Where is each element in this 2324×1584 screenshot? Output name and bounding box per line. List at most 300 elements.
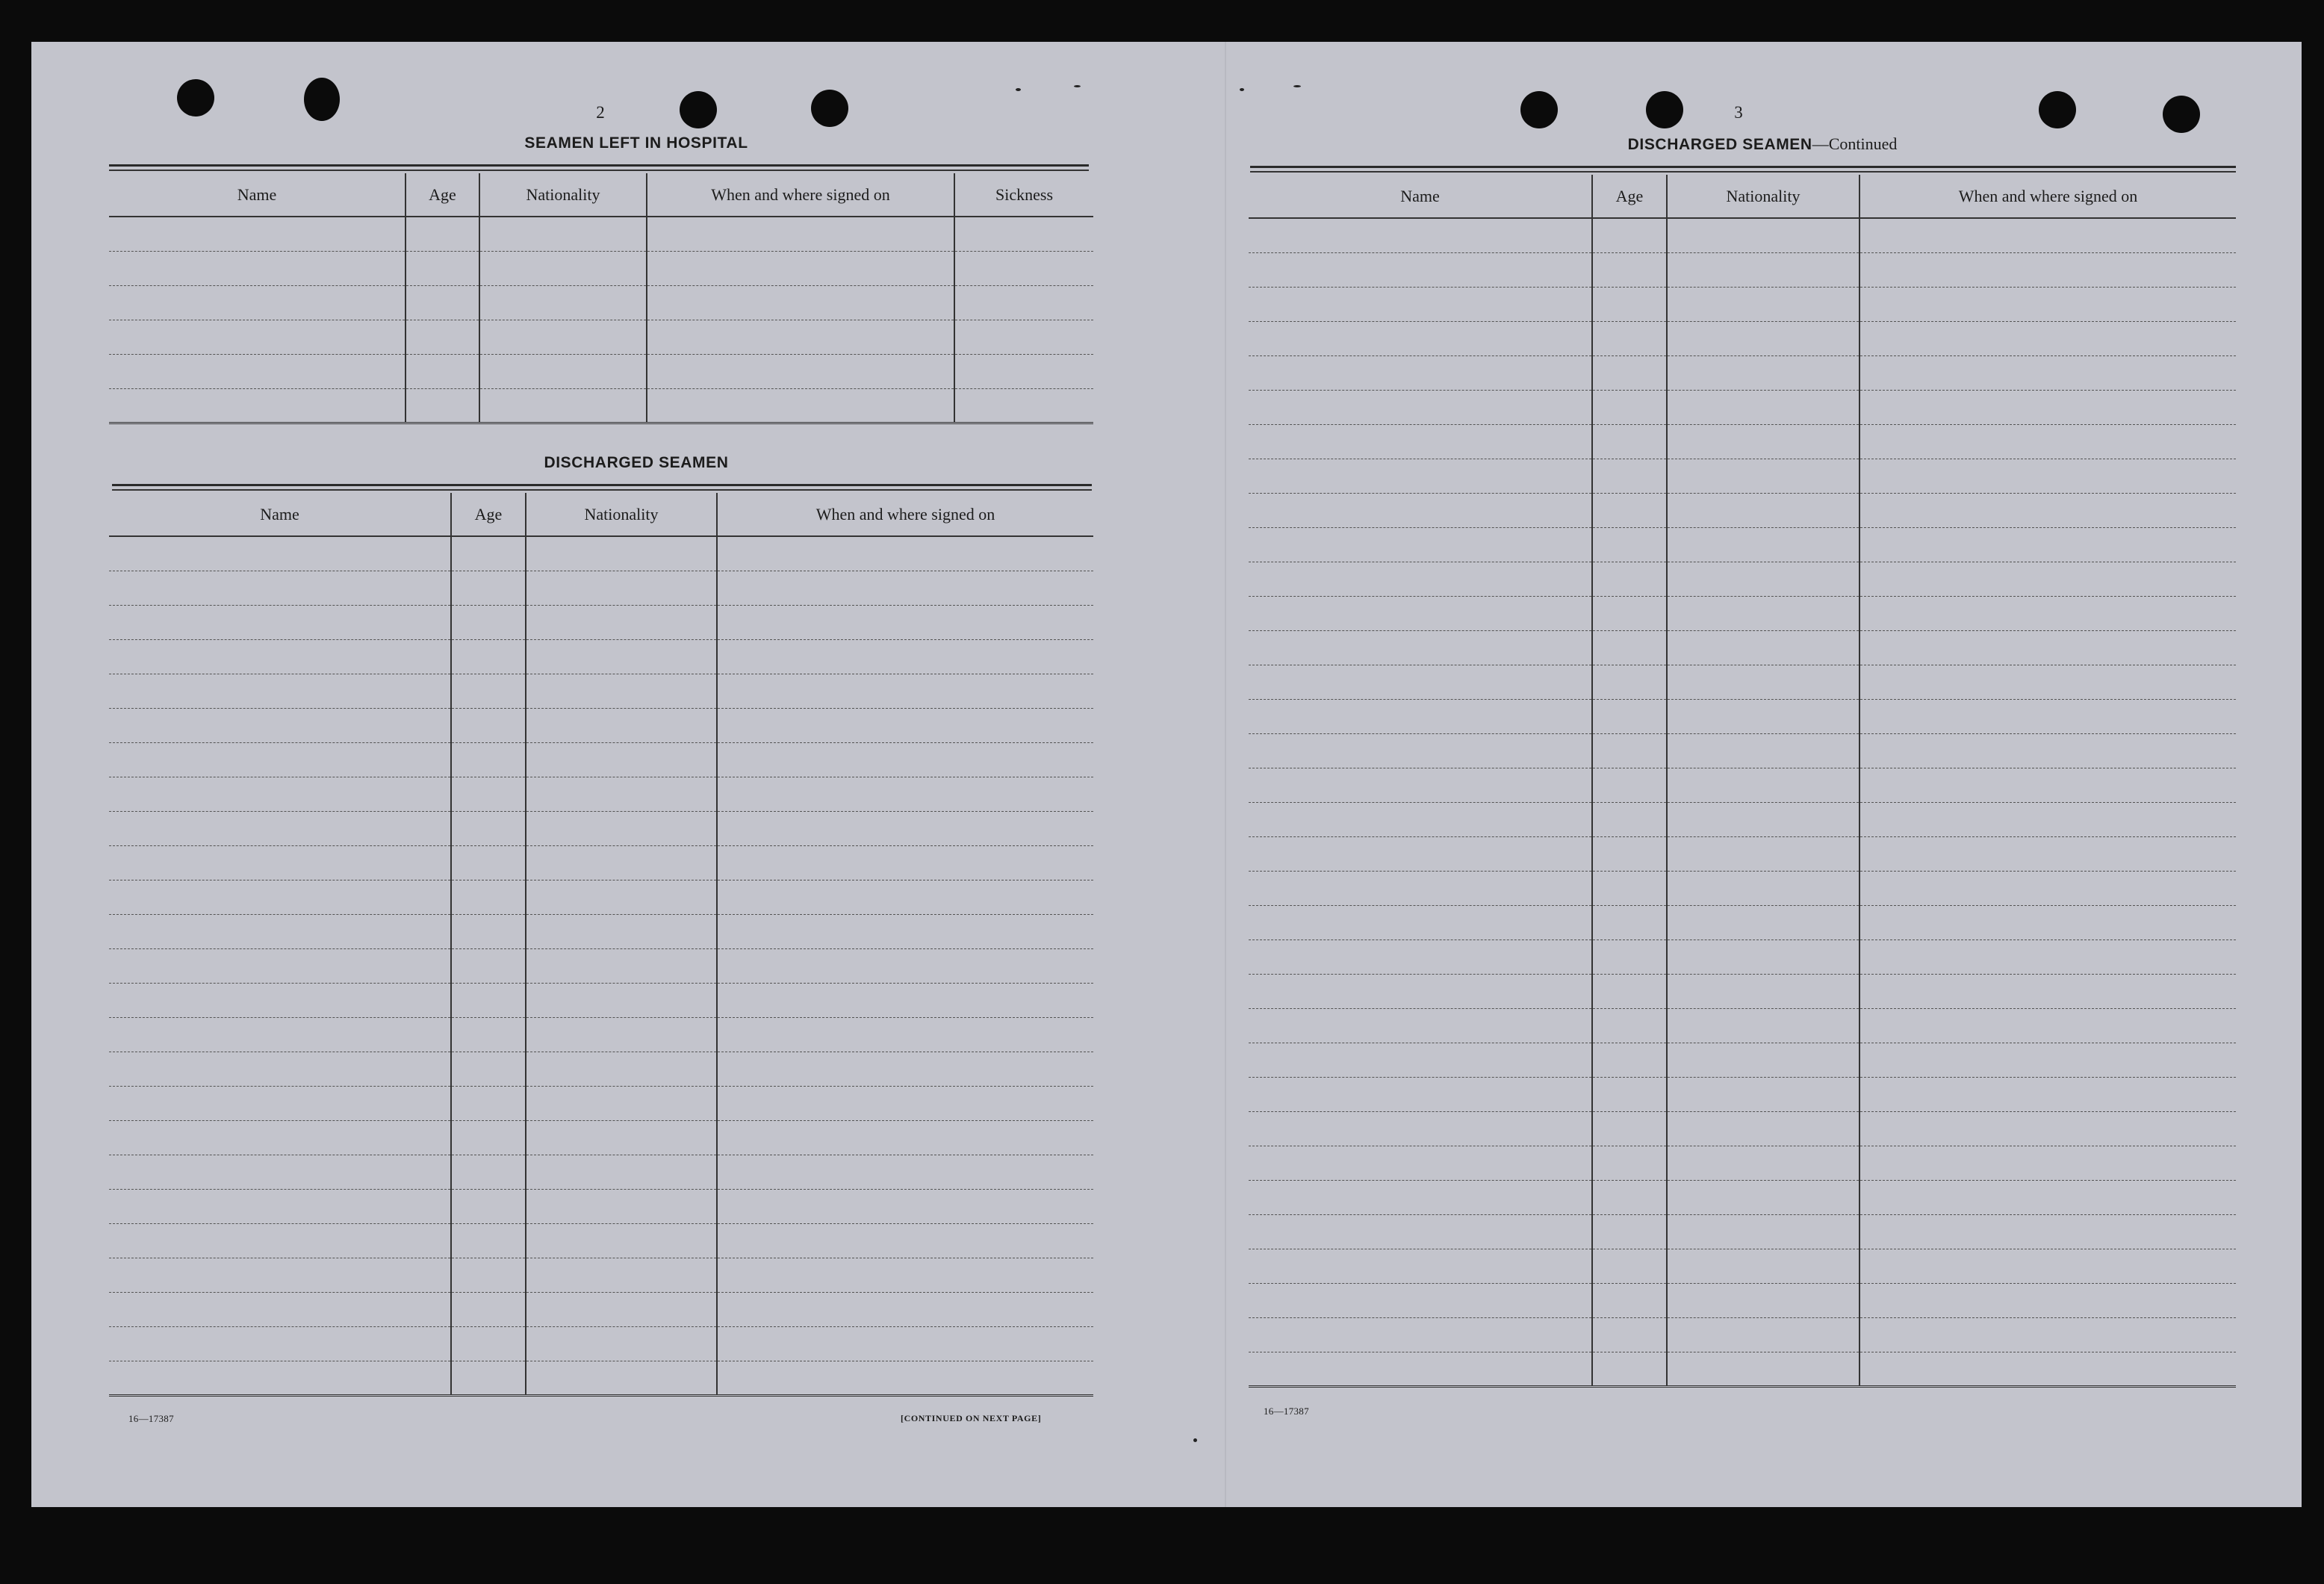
blank-cell xyxy=(1859,252,2236,287)
blank-cell xyxy=(1859,733,2236,768)
blank-cell xyxy=(1592,665,1667,699)
ink-speck xyxy=(1016,88,1021,91)
blank-cell xyxy=(1667,1317,1859,1352)
column-header: When and where signed on xyxy=(717,493,1093,536)
blank-cell xyxy=(717,536,1093,571)
blank-cell xyxy=(1667,1352,1859,1386)
blank-cell xyxy=(479,388,647,423)
blank-cell xyxy=(1859,424,2236,459)
blank-cell xyxy=(1667,1249,1859,1283)
blank-cell xyxy=(1859,1077,2236,1111)
column-header: Name xyxy=(1249,175,1592,218)
blank-cell xyxy=(1592,699,1667,733)
table-row xyxy=(109,251,1093,285)
table-row xyxy=(1249,768,2236,802)
table-row xyxy=(1249,1180,2236,1214)
table-row xyxy=(1249,665,2236,699)
hospital-section-title: SEAMEN LEFT IN HOSPITAL xyxy=(524,134,748,152)
blank-cell xyxy=(451,983,526,1017)
blank-cell xyxy=(717,639,1093,674)
blank-cell xyxy=(451,1258,526,1292)
blank-cell xyxy=(1667,630,1859,665)
blank-cell xyxy=(526,1155,717,1189)
blank-cell xyxy=(954,388,1093,423)
blank-cell xyxy=(406,388,479,423)
punch-hole xyxy=(177,79,214,117)
blank-cell xyxy=(1667,1180,1859,1214)
blank-cell xyxy=(109,1155,451,1189)
blank-cell xyxy=(1667,493,1859,527)
blank-cell xyxy=(526,708,717,742)
ink-speck xyxy=(1240,88,1244,91)
discharged-continued-title xyxy=(1501,134,2024,154)
blank-cell xyxy=(451,708,526,742)
table-row xyxy=(109,605,1093,639)
blank-cell xyxy=(479,251,647,285)
blank-cell xyxy=(1249,1283,1592,1317)
blank-cell xyxy=(1592,1214,1667,1249)
table-row xyxy=(1249,1352,2236,1386)
blank-cell xyxy=(1249,390,1592,424)
blank-cell xyxy=(954,251,1093,285)
blank-cell xyxy=(451,1155,526,1189)
table-row xyxy=(1249,1111,2236,1146)
blank-cell xyxy=(1249,699,1592,733)
table-row xyxy=(1249,218,2236,252)
blank-cell xyxy=(109,1120,451,1155)
blank-cell xyxy=(479,320,647,354)
blank-cell xyxy=(109,845,451,880)
blank-cell xyxy=(1249,871,1592,905)
blank-cell xyxy=(109,1258,451,1292)
blank-cell xyxy=(1592,630,1667,665)
blank-cell xyxy=(451,1120,526,1155)
blank-cell xyxy=(1249,665,1592,699)
table-row xyxy=(1249,939,2236,974)
blank-cell xyxy=(1859,321,2236,355)
table-row xyxy=(1249,424,2236,459)
blank-cell xyxy=(1249,1077,1592,1111)
ink-speck xyxy=(1074,85,1081,87)
blank-cell xyxy=(451,536,526,571)
blank-cell xyxy=(1667,1111,1859,1146)
blank-cell xyxy=(1249,1043,1592,1077)
punch-hole xyxy=(2039,91,2076,128)
blank-cell xyxy=(526,1223,717,1258)
blank-cell xyxy=(1249,1214,1592,1249)
blank-cell xyxy=(1859,390,2236,424)
blank-cell xyxy=(1592,1077,1667,1111)
blank-cell xyxy=(406,285,479,320)
blank-cell xyxy=(451,1086,526,1120)
blank-cell xyxy=(1859,218,2236,252)
table-row xyxy=(1249,699,2236,733)
blank-cell xyxy=(109,217,406,251)
blank-cell xyxy=(1592,390,1667,424)
blank-cell xyxy=(1667,768,1859,802)
table-row xyxy=(109,1326,1093,1361)
form-number: 16—17387 xyxy=(1264,1406,1309,1417)
table-row xyxy=(1249,252,2236,287)
blank-cell xyxy=(717,1155,1093,1189)
blank-cell xyxy=(1592,287,1667,321)
blank-cell xyxy=(1249,218,1592,252)
column-header: Sickness xyxy=(954,173,1093,217)
blank-cell xyxy=(1859,1352,2236,1386)
blank-cell xyxy=(1592,355,1667,390)
blank-cell xyxy=(526,1361,717,1395)
table-row xyxy=(109,777,1093,811)
blank-cell xyxy=(1592,562,1667,596)
blank-cell xyxy=(1249,802,1592,836)
blank-cell xyxy=(1249,733,1592,768)
blank-cell xyxy=(1859,1146,2236,1180)
blank-cell xyxy=(1859,836,2236,871)
blank-cell xyxy=(1249,905,1592,939)
discharged-title-text: DISCHARGED SEAMEN xyxy=(1627,136,1812,153)
continued-note: [CONTINUED ON NEXT PAGE] xyxy=(901,1413,1042,1423)
blank-cell xyxy=(109,914,451,948)
form-number: 16—17387 xyxy=(128,1413,174,1424)
blank-cell xyxy=(1667,699,1859,733)
blank-cell xyxy=(717,1326,1093,1361)
blank-cell xyxy=(1859,459,2236,493)
blank-cell xyxy=(526,845,717,880)
section-rule xyxy=(112,484,1092,486)
blank-cell xyxy=(1249,527,1592,562)
blank-cell xyxy=(109,708,451,742)
blank-cell xyxy=(1667,424,1859,459)
blank-cell xyxy=(1667,596,1859,630)
blank-cell xyxy=(1592,905,1667,939)
blank-cell xyxy=(1859,1111,2236,1146)
blank-cell xyxy=(109,1223,451,1258)
blank-cell xyxy=(526,605,717,639)
blank-cell xyxy=(109,388,406,423)
blank-cell xyxy=(1592,527,1667,562)
table-row xyxy=(1249,1146,2236,1180)
table-row xyxy=(109,1120,1093,1155)
blank-cell xyxy=(526,536,717,571)
blank-cell xyxy=(1667,1146,1859,1180)
blank-cell xyxy=(1667,1214,1859,1249)
blank-cell xyxy=(1667,1077,1859,1111)
blank-cell xyxy=(1249,424,1592,459)
blank-cell xyxy=(954,217,1093,251)
blank-cell xyxy=(526,777,717,811)
blank-cell xyxy=(109,251,406,285)
ledger-sheet xyxy=(31,42,2302,1507)
table-row xyxy=(1249,1008,2236,1043)
blank-cell xyxy=(1249,630,1592,665)
table-row xyxy=(1249,905,2236,939)
blank-cell xyxy=(717,845,1093,880)
table-row xyxy=(1249,836,2236,871)
table-row xyxy=(1249,493,2236,527)
column-header: When and where signed on xyxy=(1859,175,2236,218)
blank-cell xyxy=(1667,218,1859,252)
blank-cell xyxy=(1249,493,1592,527)
blank-cell xyxy=(1592,802,1667,836)
blank-cell xyxy=(1592,493,1667,527)
blank-cell xyxy=(1859,699,2236,733)
column-header: Nationality xyxy=(1667,175,1859,218)
continued-suffix: —Continued xyxy=(1812,134,1898,153)
blank-cell xyxy=(1249,355,1592,390)
blank-cell xyxy=(1859,1043,2236,1077)
table-row xyxy=(109,1292,1093,1326)
blank-cell xyxy=(954,320,1093,354)
table-row xyxy=(109,354,1093,388)
column-header: Nationality xyxy=(526,493,717,536)
discharged-table-body xyxy=(1249,218,2236,1386)
table-row xyxy=(109,948,1093,983)
blank-cell xyxy=(109,674,451,708)
blank-cell xyxy=(451,1223,526,1258)
column-header: Age xyxy=(1592,175,1667,218)
blank-cell xyxy=(451,811,526,845)
blank-cell xyxy=(717,742,1093,777)
blank-cell xyxy=(109,983,451,1017)
discharged-continued-table xyxy=(1249,175,2236,1388)
blank-cell xyxy=(647,388,954,423)
hospital-table-body xyxy=(109,217,1093,423)
blank-cell xyxy=(1249,1352,1592,1386)
blank-cell xyxy=(717,674,1093,708)
table-row xyxy=(1249,596,2236,630)
section-rule xyxy=(112,489,1092,491)
blank-cell xyxy=(717,1189,1093,1223)
ink-speck xyxy=(1293,85,1301,87)
table-row xyxy=(109,1155,1093,1189)
punch-hole xyxy=(811,90,848,127)
table-row xyxy=(1249,630,2236,665)
blank-cell xyxy=(406,354,479,388)
table-row xyxy=(109,983,1093,1017)
blank-cell xyxy=(717,777,1093,811)
blank-cell xyxy=(1667,802,1859,836)
blank-cell xyxy=(406,320,479,354)
punch-hole xyxy=(304,78,340,121)
blank-cell xyxy=(1859,905,2236,939)
blank-cell xyxy=(451,914,526,948)
blank-cell xyxy=(1592,1146,1667,1180)
table-row xyxy=(109,388,1093,423)
blank-cell xyxy=(1592,424,1667,459)
table-row xyxy=(109,639,1093,674)
blank-cell xyxy=(109,285,406,320)
blank-cell xyxy=(1249,596,1592,630)
blank-cell xyxy=(717,1361,1093,1395)
blank-cell xyxy=(1592,768,1667,802)
blank-cell xyxy=(954,354,1093,388)
blank-cell xyxy=(1592,321,1667,355)
blank-cell xyxy=(451,1052,526,1086)
blank-cell xyxy=(1249,321,1592,355)
blank-cell xyxy=(717,1017,1093,1052)
blank-cell xyxy=(1667,665,1859,699)
page-number: 3 xyxy=(1734,103,1743,122)
blank-cell xyxy=(526,914,717,948)
blank-cell xyxy=(1859,287,2236,321)
blank-cell xyxy=(109,1052,451,1086)
blank-cell xyxy=(1859,1249,2236,1283)
blank-cell xyxy=(526,742,717,777)
blank-cell xyxy=(1592,1317,1667,1352)
blank-cell xyxy=(1667,974,1859,1008)
blank-cell xyxy=(109,639,451,674)
blank-cell xyxy=(1249,562,1592,596)
table-row xyxy=(109,674,1093,708)
top-rule xyxy=(109,170,1089,171)
table-row xyxy=(109,1258,1093,1292)
table-row xyxy=(1249,355,2236,390)
table-row xyxy=(1249,871,2236,905)
punch-hole xyxy=(1646,91,1683,128)
blank-cell xyxy=(109,880,451,914)
blank-cell xyxy=(451,845,526,880)
table-row xyxy=(109,742,1093,777)
blank-cell xyxy=(526,1258,717,1292)
blank-cell xyxy=(526,639,717,674)
table-row xyxy=(1249,287,2236,321)
table-row xyxy=(109,536,1093,571)
blank-cell xyxy=(451,1361,526,1395)
blank-cell xyxy=(1859,562,2236,596)
table-row xyxy=(109,571,1093,605)
table-row xyxy=(1249,1077,2236,1111)
blank-cell xyxy=(1859,1008,2236,1043)
blank-cell xyxy=(1592,1111,1667,1146)
blank-cell xyxy=(1592,1008,1667,1043)
table-row xyxy=(1249,1214,2236,1249)
blank-cell xyxy=(451,1017,526,1052)
blank-cell xyxy=(109,1189,451,1223)
table-row xyxy=(1249,1283,2236,1317)
punch-hole xyxy=(1520,91,1558,128)
blank-cell xyxy=(1592,1043,1667,1077)
blank-cell xyxy=(526,1292,717,1326)
blank-cell xyxy=(717,1223,1093,1258)
discharged-table xyxy=(109,493,1093,1397)
blank-cell xyxy=(1249,1317,1592,1352)
blank-cell xyxy=(526,983,717,1017)
column-header: Nationality xyxy=(479,173,647,217)
top-rule xyxy=(109,164,1089,167)
blank-cell xyxy=(526,674,717,708)
blank-cell xyxy=(717,880,1093,914)
blank-cell xyxy=(451,880,526,914)
blank-cell xyxy=(717,708,1093,742)
table-row xyxy=(1249,390,2236,424)
blank-cell xyxy=(1592,836,1667,871)
blank-cell xyxy=(109,1086,451,1120)
discharged-section-title: DISCHARGED SEAMEN xyxy=(544,454,729,471)
blank-cell xyxy=(1667,562,1859,596)
column-header: Age xyxy=(451,493,526,536)
page-fold xyxy=(1225,42,1226,1507)
blank-cell xyxy=(1249,836,1592,871)
blank-cell xyxy=(1667,733,1859,768)
blank-cell xyxy=(451,742,526,777)
blank-cell xyxy=(1592,1249,1667,1283)
blank-cell xyxy=(109,1361,451,1395)
blank-cell xyxy=(1859,665,2236,699)
blank-cell xyxy=(1667,287,1859,321)
blank-cell xyxy=(406,251,479,285)
blank-cell xyxy=(1859,596,2236,630)
blank-cell xyxy=(717,1258,1093,1292)
blank-cell xyxy=(1592,974,1667,1008)
blank-cell xyxy=(1859,974,2236,1008)
blank-cell xyxy=(526,1189,717,1223)
blank-cell xyxy=(1249,1146,1592,1180)
blank-cell xyxy=(1859,871,2236,905)
blank-cell xyxy=(1667,905,1859,939)
blank-cell xyxy=(647,320,954,354)
blank-cell xyxy=(109,1292,451,1326)
blank-cell xyxy=(1249,974,1592,1008)
blank-cell xyxy=(109,742,451,777)
column-header: When and where signed on xyxy=(647,173,954,217)
table-row xyxy=(109,1017,1093,1052)
blank-cell xyxy=(1667,939,1859,974)
blank-cell xyxy=(451,948,526,983)
blank-cell xyxy=(1249,768,1592,802)
blank-cell xyxy=(109,1326,451,1361)
blank-cell xyxy=(1249,252,1592,287)
table-row xyxy=(109,880,1093,914)
table-row xyxy=(1249,562,2236,596)
table-row xyxy=(109,811,1093,845)
blank-cell xyxy=(1667,321,1859,355)
blank-cell xyxy=(1249,1111,1592,1146)
table-row xyxy=(109,1189,1093,1223)
blank-cell xyxy=(451,1326,526,1361)
table-row xyxy=(1249,802,2236,836)
table-row xyxy=(109,1086,1093,1120)
blank-cell xyxy=(717,1292,1093,1326)
blank-cell xyxy=(1859,1180,2236,1214)
table-row xyxy=(109,845,1093,880)
blank-cell xyxy=(526,1017,717,1052)
blank-cell xyxy=(1859,1317,2236,1352)
table-row xyxy=(1249,733,2236,768)
blank-cell xyxy=(109,605,451,639)
page-number: 2 xyxy=(596,103,605,122)
blank-cell xyxy=(451,571,526,605)
blank-cell xyxy=(1249,1180,1592,1214)
blank-cell xyxy=(717,811,1093,845)
blank-cell xyxy=(1667,390,1859,424)
blank-cell xyxy=(647,354,954,388)
blank-cell xyxy=(1592,218,1667,252)
blank-cell xyxy=(479,354,647,388)
punch-hole xyxy=(680,91,717,128)
table-row xyxy=(1249,1317,2236,1352)
blank-cell xyxy=(1249,939,1592,974)
blank-cell xyxy=(954,285,1093,320)
blank-cell xyxy=(479,285,647,320)
blank-cell xyxy=(717,914,1093,948)
top-rule xyxy=(1250,166,2236,168)
blank-cell xyxy=(451,674,526,708)
blank-cell xyxy=(1667,836,1859,871)
table-row xyxy=(1249,527,2236,562)
blank-cell xyxy=(1859,939,2236,974)
blank-cell xyxy=(1592,459,1667,493)
table-row xyxy=(1249,1043,2236,1077)
